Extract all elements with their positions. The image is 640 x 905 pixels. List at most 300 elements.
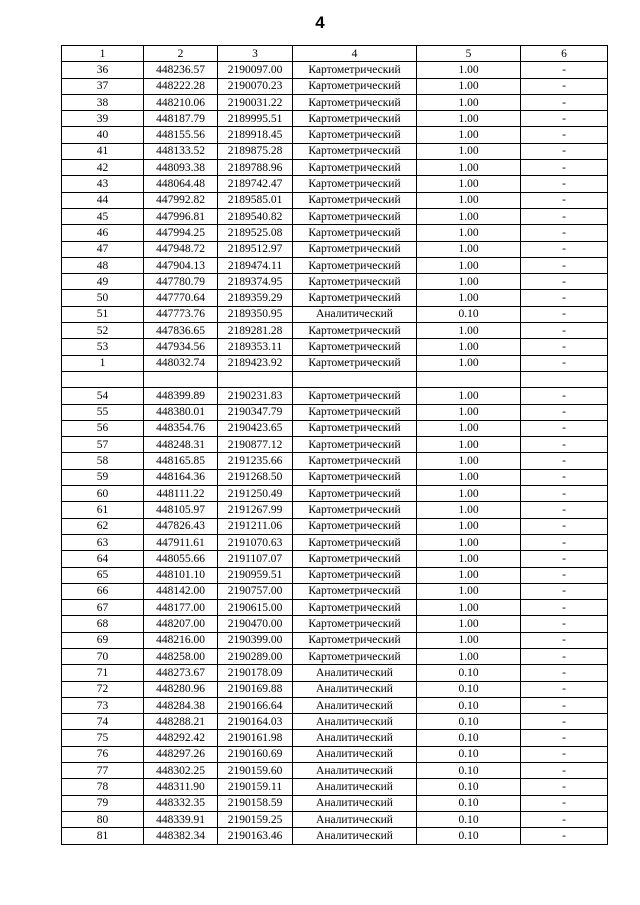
table-cell: 78 [62, 779, 144, 795]
column-header: 6 [521, 46, 608, 62]
table-cell: 38 [62, 94, 144, 110]
table-cell: 448280.96 [144, 681, 218, 697]
table-cell: 52 [62, 323, 144, 339]
table-row [62, 323, 608, 339]
table-cell: 1.00 [417, 290, 521, 306]
table-cell: 61 [62, 502, 144, 518]
table-cell: Картометрический [293, 437, 417, 453]
table-cell: 79 [62, 795, 144, 811]
table-cell: 2190097.00 [218, 62, 293, 78]
table-cell: - [521, 697, 608, 713]
table-cell: 0.10 [417, 828, 521, 844]
table-cell: 448236.57 [144, 62, 218, 78]
table-row [62, 534, 608, 550]
table-cell: 448284.38 [144, 697, 218, 713]
column-header: 1 [62, 46, 144, 62]
table-cell: 1.00 [417, 257, 521, 273]
table-cell: 448142.00 [144, 583, 218, 599]
table-cell: 54 [62, 388, 144, 404]
table-cell: 1.00 [417, 616, 521, 632]
table-cell: 447770.64 [144, 290, 218, 306]
table-cell: 448380.01 [144, 404, 218, 420]
table-cell: 39 [62, 111, 144, 127]
table-cell: Аналитический [293, 681, 417, 697]
table-row [62, 763, 608, 779]
table-row [62, 632, 608, 648]
table-cell: - [521, 583, 608, 599]
table-cell: 1.00 [417, 323, 521, 339]
table-cell: 448210.06 [144, 94, 218, 110]
table-cell: 2190470.00 [218, 616, 293, 632]
table-row [62, 160, 608, 176]
table-cell: 2190070.23 [218, 78, 293, 94]
table-cell: 448311.90 [144, 779, 218, 795]
table-cell: - [521, 714, 608, 730]
table-cell: Картометрический [293, 127, 417, 143]
table-cell: - [521, 746, 608, 762]
table-cell: 1 [62, 355, 144, 371]
table-cell: 46 [62, 225, 144, 241]
table-cell: 0.10 [417, 779, 521, 795]
table-cell: Картометрический [293, 160, 417, 176]
table-cell: 63 [62, 534, 144, 550]
table-cell: 2191070.63 [218, 534, 293, 550]
table-cell: 0.10 [417, 811, 521, 827]
table-cell: 0.10 [417, 665, 521, 681]
table-cell: Картометрический [293, 62, 417, 78]
table-cell [521, 371, 608, 387]
table-cell: Картометрический [293, 600, 417, 616]
table-cell: Картометрический [293, 632, 417, 648]
table-row [62, 257, 608, 273]
table-row [62, 225, 608, 241]
table-cell: 0.10 [417, 714, 521, 730]
table-cell: 448339.91 [144, 811, 218, 827]
table-cell: 1.00 [417, 94, 521, 110]
table-cell: - [521, 225, 608, 241]
table-cell: 53 [62, 339, 144, 355]
table-cell: 2190399.00 [218, 632, 293, 648]
table-cell: 2189359.29 [218, 290, 293, 306]
table-cell: - [521, 567, 608, 583]
table-cell: 448382.34 [144, 828, 218, 844]
table-cell: 2190160.69 [218, 746, 293, 762]
table-cell: - [521, 616, 608, 632]
table-row [62, 811, 608, 827]
table-cell: Картометрический [293, 583, 417, 599]
table-cell: 1.00 [417, 339, 521, 355]
table-row [62, 583, 608, 599]
table-cell: 2190159.11 [218, 779, 293, 795]
table-cell: 2190615.00 [218, 600, 293, 616]
table-cell: Аналитический [293, 665, 417, 681]
table-row [62, 62, 608, 78]
table-cell: 447836.65 [144, 323, 218, 339]
table-cell: 41 [62, 143, 144, 159]
table-cell: Аналитический [293, 714, 417, 730]
table-cell: 1.00 [417, 176, 521, 192]
table-cell [293, 371, 417, 387]
table-cell: 448297.26 [144, 746, 218, 762]
table-cell: Картометрический [293, 339, 417, 355]
table-row [62, 127, 608, 143]
table-cell: 448111.22 [144, 486, 218, 502]
table-cell: 0.10 [417, 746, 521, 762]
table-cell: 2191107.07 [218, 551, 293, 567]
table-cell: - [521, 730, 608, 746]
table-cell: 68 [62, 616, 144, 632]
table-row [62, 437, 608, 453]
table-cell: 1.00 [417, 274, 521, 290]
table-cell: - [521, 648, 608, 664]
column-header: 4 [293, 46, 417, 62]
table-cell: 2190161.98 [218, 730, 293, 746]
table-cell: Картометрический [293, 534, 417, 550]
table-cell: 55 [62, 404, 144, 420]
table-cell: 448207.00 [144, 616, 218, 632]
table-cell: Картометрический [293, 192, 417, 208]
column-header: 5 [417, 46, 521, 62]
table-row [62, 176, 608, 192]
table-row [62, 681, 608, 697]
table-cell: - [521, 551, 608, 567]
table-cell: - [521, 290, 608, 306]
table-cell: Картометрический [293, 453, 417, 469]
table-cell: 70 [62, 648, 144, 664]
table-cell: 1.00 [417, 208, 521, 224]
table-cell: 2191267.99 [218, 502, 293, 518]
table-cell: 59 [62, 469, 144, 485]
table-cell: 2191235.66 [218, 453, 293, 469]
table-cell: - [521, 176, 608, 192]
table-cell: 51 [62, 306, 144, 322]
table-cell: - [521, 339, 608, 355]
table-row [62, 795, 608, 811]
table-cell: - [521, 453, 608, 469]
table-cell: - [521, 486, 608, 502]
table-cell: 69 [62, 632, 144, 648]
table-cell: 447948.72 [144, 241, 218, 257]
table-cell: Картометрический [293, 388, 417, 404]
table-cell: 2191268.50 [218, 469, 293, 485]
table-row [62, 486, 608, 502]
table-cell: 1.00 [417, 225, 521, 241]
table-cell: 2189474.11 [218, 257, 293, 273]
table-row [62, 697, 608, 713]
table-row [62, 730, 608, 746]
table-cell [62, 371, 144, 387]
table-cell: 448177.00 [144, 600, 218, 616]
table-cell: 58 [62, 453, 144, 469]
table-cell: - [521, 437, 608, 453]
table-cell: - [521, 257, 608, 273]
table-cell: 2190158.59 [218, 795, 293, 811]
table-cell: 0.10 [417, 795, 521, 811]
table-row [62, 241, 608, 257]
table-cell: 2190159.60 [218, 763, 293, 779]
table-cell: 57 [62, 437, 144, 453]
table-cell: 1.00 [417, 143, 521, 159]
table-cell: 2189350.95 [218, 306, 293, 322]
table-cell: - [521, 811, 608, 827]
table-row [62, 469, 608, 485]
table-cell: 448273.67 [144, 665, 218, 681]
table-cell: 73 [62, 697, 144, 713]
table-cell: 2190164.03 [218, 714, 293, 730]
table-cell: Картометрический [293, 551, 417, 567]
table-cell: 56 [62, 420, 144, 436]
table-cell: 447911.61 [144, 534, 218, 550]
table-cell: Картометрический [293, 241, 417, 257]
table-cell: 2189918.45 [218, 127, 293, 143]
table-cell: 1.00 [417, 160, 521, 176]
table-cell: Картометрический [293, 648, 417, 664]
table-row [62, 665, 608, 681]
table-cell: 2190178.09 [218, 665, 293, 681]
table-cell: 1.00 [417, 420, 521, 436]
table-cell: 448399.89 [144, 388, 218, 404]
table-cell: 447780.79 [144, 274, 218, 290]
table-cell: 447994.25 [144, 225, 218, 241]
table-cell: - [521, 306, 608, 322]
table-cell: 76 [62, 746, 144, 762]
table-cell: Картометрический [293, 518, 417, 534]
table-cell: 0.10 [417, 763, 521, 779]
table-cell: 448165.85 [144, 453, 218, 469]
table-cell: 45 [62, 208, 144, 224]
table-row [62, 306, 608, 322]
table-cell: 43 [62, 176, 144, 192]
table-cell: - [521, 160, 608, 176]
table-cell: 1.00 [417, 648, 521, 664]
table-cell: - [521, 388, 608, 404]
table-cell: 448093.38 [144, 160, 218, 176]
table-cell: 448187.79 [144, 111, 218, 127]
table-cell: 2189374.95 [218, 274, 293, 290]
table-cell: 448101.10 [144, 567, 218, 583]
table-cell: 47 [62, 241, 144, 257]
table-cell: - [521, 111, 608, 127]
table-cell: 2191211.06 [218, 518, 293, 534]
table-cell: Картометрический [293, 257, 417, 273]
table-row [62, 274, 608, 290]
table-cell: Картометрический [293, 208, 417, 224]
table-row [62, 567, 608, 583]
table-cell: 1.00 [417, 355, 521, 371]
table-cell: 71 [62, 665, 144, 681]
table-cell: 1.00 [417, 469, 521, 485]
table-cell: - [521, 94, 608, 110]
table-row [62, 420, 608, 436]
table-cell: 448164.36 [144, 469, 218, 485]
table-cell: - [521, 192, 608, 208]
table-cell: 448133.52 [144, 143, 218, 159]
table-cell: - [521, 795, 608, 811]
table-cell: 2189353.11 [218, 339, 293, 355]
table-cell: 2190231.83 [218, 388, 293, 404]
table-cell: 2190423.65 [218, 420, 293, 436]
table-cell: 2189742.47 [218, 176, 293, 192]
table-cell: 72 [62, 681, 144, 697]
table-row [62, 518, 608, 534]
table-cell: 448055.66 [144, 551, 218, 567]
table-row [62, 648, 608, 664]
table-row [62, 339, 608, 355]
table-cell: Картометрический [293, 502, 417, 518]
table-cell: Картометрический [293, 420, 417, 436]
table-row [62, 143, 608, 159]
table-cell: - [521, 62, 608, 78]
table-cell: 50 [62, 290, 144, 306]
table-cell: 2190959.51 [218, 567, 293, 583]
table-cell: 1.00 [417, 551, 521, 567]
table-cell: 0.10 [417, 697, 521, 713]
table-cell: 64 [62, 551, 144, 567]
table-cell: Картометрический [293, 355, 417, 371]
table-cell: 66 [62, 583, 144, 599]
table-cell: 2189585.01 [218, 192, 293, 208]
table-cell [144, 371, 218, 387]
table-row [62, 404, 608, 420]
table-cell: Картометрический [293, 290, 417, 306]
table-cell: - [521, 763, 608, 779]
table-cell: Картометрический [293, 469, 417, 485]
table-cell: - [521, 518, 608, 534]
table-cell: Картометрический [293, 616, 417, 632]
table-body [62, 62, 608, 844]
table-cell: - [521, 323, 608, 339]
table-cell: 1.00 [417, 453, 521, 469]
table-cell: 2189540.82 [218, 208, 293, 224]
table-cell: 44 [62, 192, 144, 208]
table-cell: 2189423.92 [218, 355, 293, 371]
table-cell: 1.00 [417, 404, 521, 420]
table-cell: 2190289.00 [218, 648, 293, 664]
table-cell [218, 371, 293, 387]
table-row [62, 616, 608, 632]
table-cell: Картометрический [293, 111, 417, 127]
table-cell [417, 371, 521, 387]
table-cell: - [521, 600, 608, 616]
table-cell: 1.00 [417, 388, 521, 404]
table-cell: - [521, 681, 608, 697]
table-cell: 49 [62, 274, 144, 290]
table-cell: 77 [62, 763, 144, 779]
page-number: 4 [315, 13, 325, 32]
table-row [62, 600, 608, 616]
table-cell: 2190877.12 [218, 437, 293, 453]
table-cell: Аналитический [293, 779, 417, 795]
table-cell: Картометрический [293, 176, 417, 192]
table-cell: Картометрический [293, 94, 417, 110]
table-cell: 2189788.96 [218, 160, 293, 176]
table-cell: 40 [62, 127, 144, 143]
table-cell: - [521, 355, 608, 371]
table-row [62, 828, 608, 844]
table-cell: 74 [62, 714, 144, 730]
table-row [62, 779, 608, 795]
table-cell: 65 [62, 567, 144, 583]
table-row [62, 290, 608, 306]
table-cell: 1.00 [417, 192, 521, 208]
table-cell: 448354.76 [144, 420, 218, 436]
table-cell: 1.00 [417, 486, 521, 502]
table-cell: 2190163.46 [218, 828, 293, 844]
table-cell: 447826.43 [144, 518, 218, 534]
table-cell: 448064.48 [144, 176, 218, 192]
table-cell: - [521, 127, 608, 143]
table-cell: - [521, 665, 608, 681]
table-cell: Аналитический [293, 746, 417, 762]
table-cell: 447934.56 [144, 339, 218, 355]
table-cell: Картометрический [293, 323, 417, 339]
table-cell: 1.00 [417, 534, 521, 550]
table-cell: 0.10 [417, 681, 521, 697]
table-cell: 37 [62, 78, 144, 94]
table-cell: 1.00 [417, 127, 521, 143]
table-cell: - [521, 779, 608, 795]
table-cell: 2189875.28 [218, 143, 293, 159]
table-cell: 448216.00 [144, 632, 218, 648]
table-cell: Картометрический [293, 274, 417, 290]
table-cell: 62 [62, 518, 144, 534]
table-cell: Картометрический [293, 78, 417, 94]
table-cell: Картометрический [293, 225, 417, 241]
table-cell: 447996.81 [144, 208, 218, 224]
table-cell: - [521, 534, 608, 550]
table-cell: 75 [62, 730, 144, 746]
table-cell: 448032.74 [144, 355, 218, 371]
table-cell: 448288.21 [144, 714, 218, 730]
table-row [62, 388, 608, 404]
table-cell: 1.00 [417, 78, 521, 94]
table-cell: 42 [62, 160, 144, 176]
table-row [62, 78, 608, 94]
table-cell: - [521, 208, 608, 224]
table-cell: - [521, 78, 608, 94]
table-cell: 1.00 [417, 502, 521, 518]
column-header: 3 [218, 46, 293, 62]
table-cell: - [521, 404, 608, 420]
column-header: 2 [144, 46, 218, 62]
table-row [62, 371, 608, 387]
table-cell: Аналитический [293, 306, 417, 322]
table-cell: Аналитический [293, 828, 417, 844]
table-cell: 1.00 [417, 62, 521, 78]
table-header-row [62, 46, 608, 62]
table-cell: Аналитический [293, 730, 417, 746]
table-row [62, 208, 608, 224]
table-cell: 48 [62, 257, 144, 273]
table-cell: - [521, 828, 608, 844]
table-cell: - [521, 241, 608, 257]
table-cell: Картометрический [293, 404, 417, 420]
table-cell: Аналитический [293, 763, 417, 779]
table-cell: 2190347.79 [218, 404, 293, 420]
table-cell: 447992.82 [144, 192, 218, 208]
table-cell: - [521, 420, 608, 436]
coordinates-table [61, 45, 608, 845]
table-cell: 1.00 [417, 567, 521, 583]
table-cell: 2190166.64 [218, 697, 293, 713]
table-cell: 448105.97 [144, 502, 218, 518]
table-cell: 1.00 [417, 583, 521, 599]
table-cell: 448155.56 [144, 127, 218, 143]
table-row [62, 355, 608, 371]
table-row [62, 94, 608, 110]
table-cell: 448258.00 [144, 648, 218, 664]
table-cell: Аналитический [293, 795, 417, 811]
